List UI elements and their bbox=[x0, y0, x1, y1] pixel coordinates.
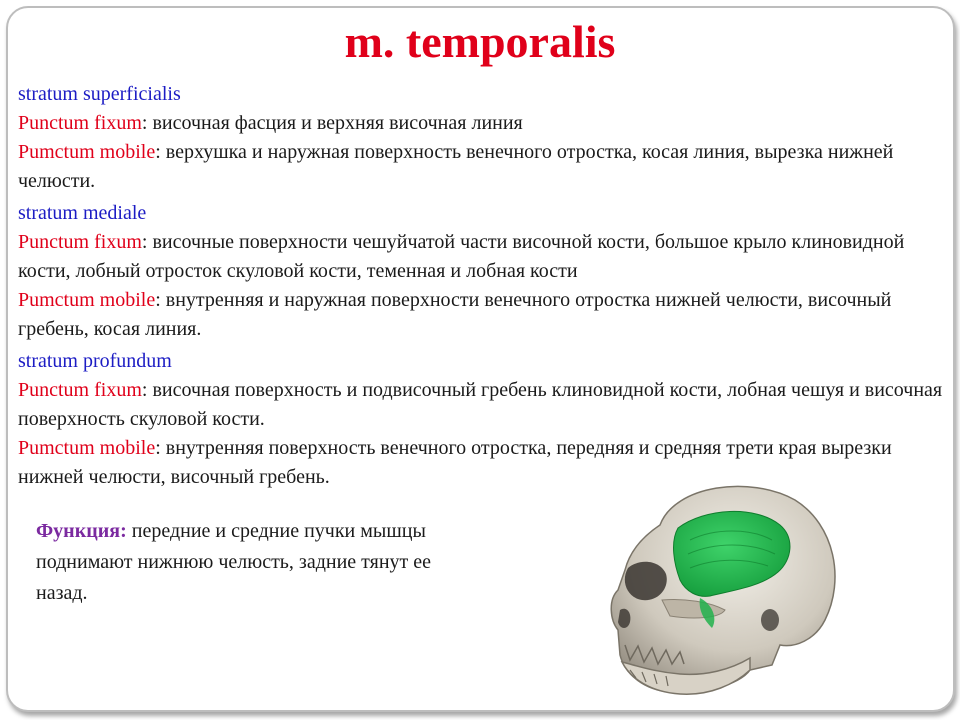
punctum-mobile-line bbox=[18, 286, 943, 344]
stratum-name: stratum mediale bbox=[18, 202, 147, 224]
punctum-fixum-line bbox=[18, 376, 943, 434]
punctum-mobile-label: Pumctum mobile bbox=[18, 289, 156, 311]
punctum-fixum-label: Punctum fixum bbox=[18, 231, 142, 253]
punctum-mobile-label: Pumctum mobile bbox=[18, 437, 156, 459]
punctum-mobile-text: : внутренняя и наружная поверхности венечного отростка нижней челюсти, височный гребень, косая линия. bbox=[18, 289, 892, 340]
stratum-name: stratum superficialis bbox=[18, 83, 181, 105]
function-text: передние и средние пучки мышцы поднимают нижнюю челюсть, задние тянут ее назад. bbox=[36, 520, 432, 604]
punctum-fixum-line bbox=[18, 228, 943, 286]
strata-content bbox=[18, 80, 943, 492]
punctum-fixum-label: Punctum fixum bbox=[18, 112, 142, 134]
stratum-superficialis bbox=[18, 80, 943, 196]
punctum-fixum-line bbox=[18, 109, 943, 138]
punctum-mobile-label: Pumctum mobile bbox=[18, 141, 156, 163]
function-description bbox=[36, 516, 456, 609]
punctum-fixum-label: Punctum fixum bbox=[18, 379, 142, 401]
punctum-fixum-text: : височная фасция и верхняя височная линия bbox=[141, 112, 523, 134]
punctum-mobile-text: : верхушка и наружная поверхность венечного отростка, косая линия, вырезка нижней челюсти. bbox=[18, 141, 894, 192]
skull-illustration-icon bbox=[600, 470, 850, 700]
stratum-mediale bbox=[18, 199, 943, 344]
punctum-fixum-text: : височные поверхности чешуйчатой части височной кости, большое крыло клиновидной кости, лобный отросток скуловой кости, теменная и лобная кости bbox=[18, 231, 905, 282]
function-label: Функция: bbox=[36, 520, 127, 542]
stratum-name: stratum profundum bbox=[18, 350, 172, 372]
punctum-fixum-text: : височная поверхность и подвисочный гребень клиновидной кости, лобная чешуя и височная поверхность скуловой кости. bbox=[18, 379, 943, 430]
punctum-mobile-text: : внутренняя поверхность венечного отростка, передняя и средняя трети края вырезки нижней челюсти, височный гребень. bbox=[18, 437, 892, 488]
punctum-mobile-line bbox=[18, 138, 943, 196]
slide-title: m. temporalis bbox=[344, 16, 616, 67]
